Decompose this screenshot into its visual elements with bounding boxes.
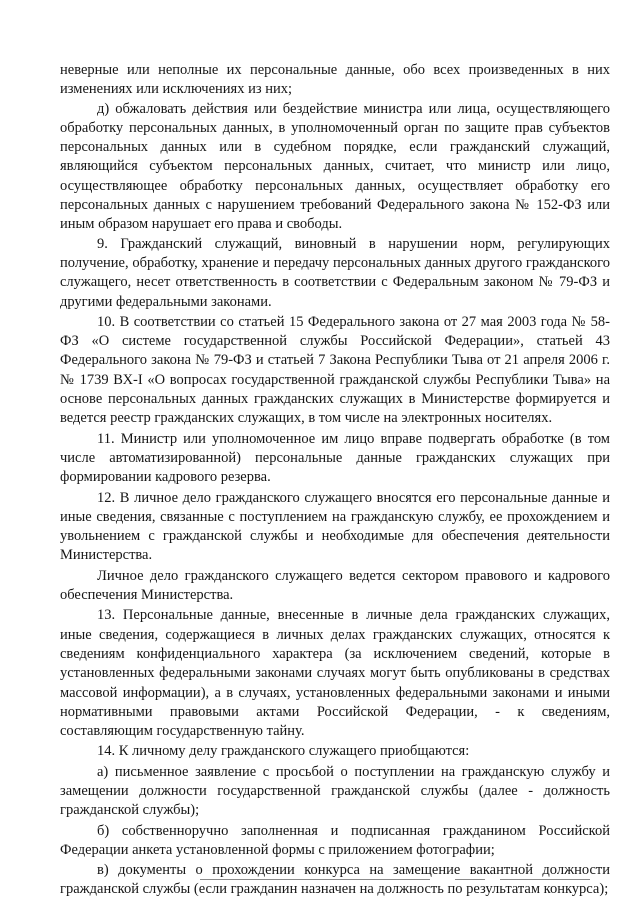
document-body [60,61,610,900]
paragraph-9: 9. Гражданский служащий, виновный в нарушении норм, регулирующих получение, обработку, хранение и передачу персональных данных другого гражданского служащего, несет ответственность в соответствии с Федеральным законом № 79-ФЗ и другими федеральными законами. [60,235,610,310]
footer-divider [455,879,485,880]
paragraph-13: 13. Персональные данные, внесенные в личные дела гражданских служащих, иные сведения, содержащиеся в личных делах гражданских служащих, относятся к сведениям конфиденциального характера (за исключением сведений, которые в установленных федеральными законами случаях могут быть опубликованы в средствах массовой информации), а в случаях, установленных федеральными законами и иными нормативными правовыми актами Российской Федерации, - к сведениям, составляющим государственную тайну. [60,607,610,740]
paragraph-14: 14. К личному делу гражданского служащего приобщаются: [97,743,470,760]
paragraph-14-item-a: а) письменное заявление с просьбой о поступлении на гражданскую службу и замещении должности государственной гражданской службы (далее - должность гражданской службы); [60,763,610,819]
paragraph-12-personal-file: Личное дело гражданского служащего ведется сектором правового и кадрового обеспечения Министерства. [60,567,610,604]
paragraph-continuation: неверные или неполные их персональные данные, обо всех произведенных в них изменениях или исключениях из них; [60,62,610,98]
footer-divider [500,879,590,880]
paragraph-14-item-c: в) документы о прохождении конкурса на замещение вакантной должности гражданской службы (если гражданин назначен на должность по результатам конкурса); [60,862,610,898]
paragraph-item-d: д) обжаловать действия или бездействие министра или лица, осуществляющего обработку персональных данных, в уполномоченный орган по защите прав субъектов персональных данных или в судебном порядке, если гражданский служащий, являющийся субъектом персональных данных, считает, что министр или лицо, осуществляющее обработку персональных данных, осуществляет обработку его персональных данных с нарушением требований Федерального закона № 152-ФЗ или иным образом нарушает его права и свободы. [60,100,610,233]
footer-divider [200,879,430,880]
paragraph-11: 11. Министр или уполномоченное им лицо вправе подвергать обработке (в том числе автоматизированной) персональные данные гражданских служащих при формировании кадрового резерва. [60,430,610,486]
paragraph-10: 10. В соответствии со статьей 15 Федерального закона от 27 мая 2003 года № 58-ФЗ «О системе государственной службы Российской Федерации», статьей 43 Федерального закона № 79-ФЗ и статьей 7 Закона Республики Тыва от 21 апреля 2006 г. № 1739 ВХ-I «О вопросах государственной гражданской службы Республики Тыва» на основе персональных данных гражданских служащих в Министерстве формируется и ведется реестр гражданских служащих, в том числе на электронных носителях. [60,313,610,427]
paragraph-14-item-b: б) собственноручно заполненная и подписанная гражданином Российской Федерации анкета установленной формы с приложением фотографии; [60,822,610,858]
paragraph-12: 12. В личное дело гражданского служащего вносятся его персональные данные и иные сведения, связанные с поступлением на гражданскую службу, ее прохождением и увольнением с гражданской службы и необходимые для обеспечения деятельности Министерства. [60,489,610,564]
